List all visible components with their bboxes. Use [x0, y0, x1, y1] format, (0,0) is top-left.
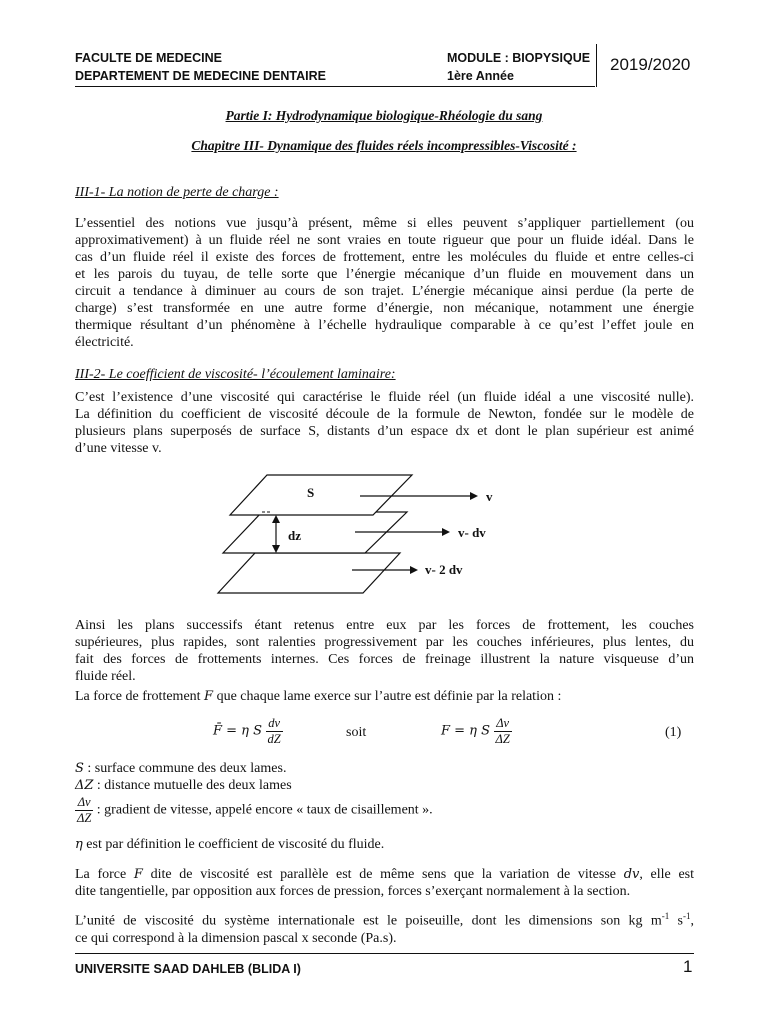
- equation-number: (1): [665, 725, 682, 740]
- label-v-2dv: v- 2 dv: [425, 562, 463, 577]
- fraction-dv-dz: [266, 716, 283, 747]
- page-number: 1: [683, 957, 693, 976]
- force-intro-text: La force de frottement: [75, 689, 205, 704]
- text-segment: La force: [75, 867, 134, 882]
- text-line: C’est l’existence d’une viscosité qui caractérise le fluide réel (un fluide idéal a une viscosité nulle).: [75, 390, 694, 405]
- footer-rule: [75, 953, 694, 954]
- superscript: -1: [683, 911, 691, 921]
- year-level: 1ère Année: [447, 69, 514, 83]
- frac-den: ΔZ: [495, 732, 510, 746]
- section-title-1: III-1- La notion de perte de charge :: [75, 185, 279, 200]
- arrow-v-head: [470, 492, 478, 500]
- superscript: -1: [661, 911, 670, 921]
- fraction-gradient: [75, 795, 93, 826]
- symbol-f: F: [133, 867, 143, 882]
- text-line: fluide réel.: [75, 669, 136, 684]
- paragraph-unite: [75, 908, 694, 947]
- arrow-v-dv-head: [442, 528, 450, 536]
- force-intro-text-end: que chaque lame exerce sur l’autre est définie par la relation :: [213, 689, 562, 704]
- text-segment: , elle est: [639, 867, 694, 882]
- label-s: S: [307, 485, 315, 500]
- module-name: MODULE : BIOPYSIQUE: [447, 51, 591, 65]
- definition-s: [75, 761, 286, 777]
- symbol-dv: dv: [623, 867, 640, 882]
- frac-num: dv: [266, 716, 283, 732]
- text-segment: ,: [690, 913, 694, 929]
- definition-text: est par définition le coefficient de viscosité du fluide.: [82, 837, 385, 852]
- text-line: fait des forces de frottements internes. Ces forces de freinage illustrent la nature visqueuse d’un: [75, 652, 694, 667]
- plane-bottom: [218, 553, 400, 593]
- frac-den: dZ: [267, 732, 281, 746]
- text-line: approximativement) à un fluide réel ne sont vraies en toute rigueur que pour un fluide idéal. Dans le: [75, 233, 694, 248]
- equation-soit: soit: [346, 725, 367, 740]
- fraction-delta-v-z: [494, 716, 512, 747]
- header-institution: [75, 49, 326, 85]
- text-line: d’une vitesse v.: [75, 441, 162, 456]
- force-symbol: F: [204, 689, 214, 704]
- text-line: et les parois du tuyau, de telle sorte que l’énergie mécanique d’un fluide en mouvement dans un: [75, 267, 694, 282]
- header-rule: [75, 86, 595, 87]
- force-intro: [75, 689, 561, 705]
- text-line: ce qui correspond à la dimension pascal x seconde (Pa.s).: [75, 930, 397, 946]
- frac-den: ΔZ: [77, 811, 92, 825]
- equation-lhs-1: F̄ = η S: [213, 723, 263, 739]
- equation-1: [213, 716, 283, 747]
- equation-2: [441, 716, 512, 747]
- academic-year: 2019/2020: [610, 55, 691, 74]
- text-line: [75, 866, 694, 883]
- text-segment: s: [669, 913, 683, 929]
- text-line: plusieurs plans superposés de surface S, distants d’un espace dx et dont le plan supérieur est animé: [75, 424, 694, 439]
- laminar-planes-diagram: [210, 470, 500, 610]
- chapter-title: Chapitre III- Dynamique des fluides réels incompressibles-Viscosité :: [191, 138, 577, 153]
- definition-eta: [75, 837, 384, 853]
- footer-university: UNIVERSITE SAAD DAHLEB (BLIDA I): [75, 962, 301, 976]
- part-title: Partie I: Hydrodynamique biologique-Rhéologie du sang: [225, 108, 543, 123]
- frac-num: Δv: [75, 795, 93, 811]
- text-line: cas d’un fluide réel il existe des forces de frottement, entre les molécules du fluide et entre celles-ci: [75, 250, 694, 265]
- symbol-s: S: [75, 761, 84, 776]
- label-v: v: [486, 489, 493, 504]
- section-title-2: III-2- Le coefficient de viscosité- l’écoulement laminaire:: [75, 367, 396, 382]
- paragraph-frottement: [75, 617, 694, 685]
- paragraph-viscosite: [75, 389, 694, 457]
- plane-top: [230, 475, 412, 515]
- header-divider: [596, 44, 597, 87]
- paragraph-force-viscosite: [75, 866, 694, 900]
- definition-dz: [75, 778, 292, 794]
- text-line: dite tangentielle, par opposition aux forces de pression, forces s’exerçant normalement à la section.: [75, 884, 631, 899]
- text-line: [75, 908, 694, 930]
- symbol-eta: η: [75, 837, 83, 852]
- text-segment: L’unité de viscosité du système internationale est le poiseuille, dont les dimensions son kg m: [75, 913, 662, 929]
- arrow-v-2dv-head: [410, 566, 418, 574]
- definition-text: : surface commune des deux lames.: [83, 761, 287, 776]
- frac-num: Δv: [494, 716, 512, 732]
- faculty-name: FACULTE DE MEDECINE: [75, 51, 222, 65]
- text-line: électricité.: [75, 335, 134, 350]
- definition-text: : gradient de vitesse, appelé encore « taux de cisaillement ».: [93, 802, 433, 818]
- text-line: circuit a tendance à diminuer au cours de son trajet. L’énergie mécanique ainsi perdue (la perte de: [75, 284, 694, 299]
- text-line: supérieures, plus rapides, sont ralenties progressivement par les couches inférieures, plus lentes, du: [75, 635, 694, 650]
- text-line: La définition du coefficient de viscosité découle de la formule de Newton, fondée sur le modèle de: [75, 407, 694, 422]
- text-line: Ainsi les plans successifs étant retenus entre eux par les forces de frottement, les couches: [75, 618, 694, 633]
- equation-lhs-2: F = η S: [441, 723, 491, 739]
- label-v-dv: v- dv: [458, 525, 486, 540]
- text-line: charge) s’est transformée en une autre forme d’énergie, non mécanique, notamment une énergie: [75, 301, 694, 316]
- text-line: thermique résultant d’un phénomène à l’échelle hydraulique comparable à ce qu’est l’effet joule en: [75, 318, 694, 333]
- text-line: L’essentiel des notions vue jusqu’à présent, même si elles peuvent s’appliquer partiellement (ou: [75, 216, 694, 231]
- paragraph-perte-de-charge: [75, 215, 694, 351]
- definition-gradient: [75, 795, 433, 826]
- definition-text: : distance mutuelle des deux lames: [93, 778, 292, 793]
- text-segment: dite de viscosité est parallèle est de même sens que la variation de vitesse: [142, 867, 624, 882]
- header-module: [447, 49, 590, 85]
- label-dz: dz: [288, 528, 301, 543]
- symbol-delta-z: ΔZ: [75, 778, 94, 793]
- department-name: DEPARTEMENT DE MEDECINE DENTAIRE: [75, 69, 326, 83]
